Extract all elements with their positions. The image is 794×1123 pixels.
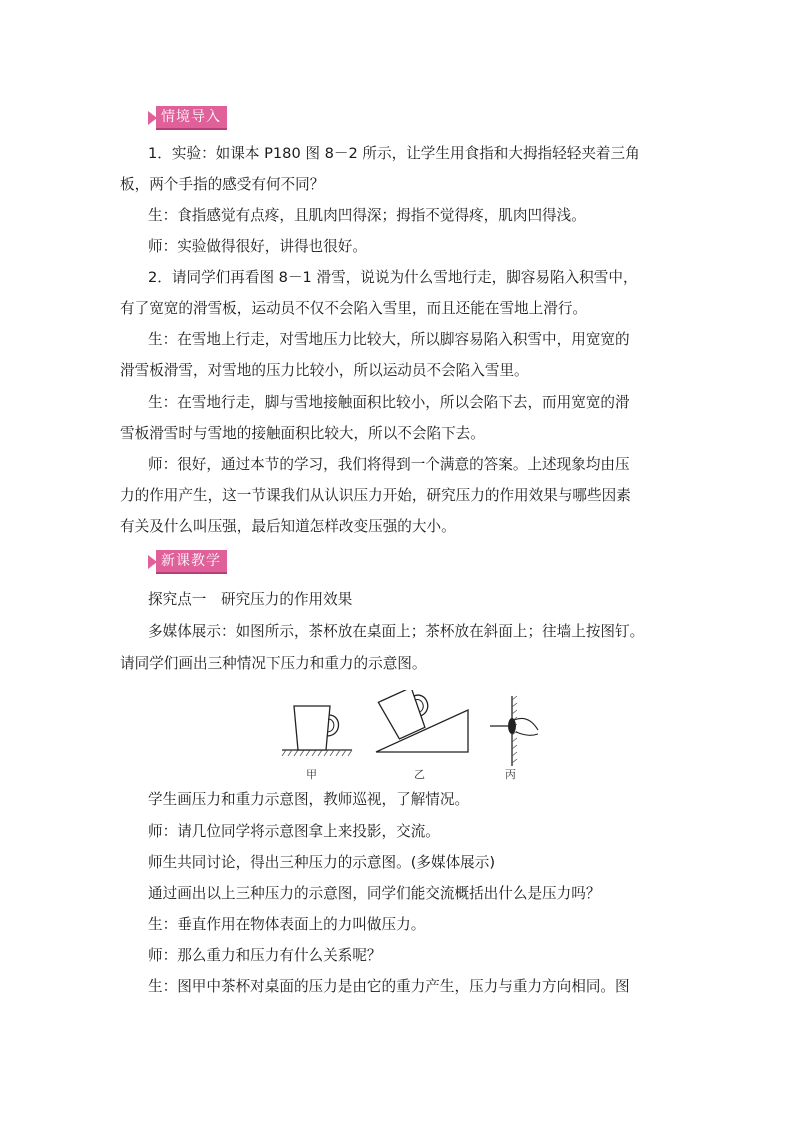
paragraph-line: 1．实验：如课本 P180 图 8－2 所示，让学生用食指和大拇指轻轻夹着三角 — [148, 145, 640, 162]
pressure-figure — [276, 690, 546, 782]
figure-caption-yi: 乙 — [414, 768, 425, 781]
paragraph-line: 雪板滑雪时与雪地的接触面积比较大，所以不会陷下去。 — [120, 425, 485, 442]
paragraph-line: 通过画出以上三种压力的示意图，同学们能交流概括出什么是压力吗？ — [148, 885, 601, 902]
paragraph-line: 多媒体展示：如图所示，茶杯放在桌面上；茶杯放在斜面上；往墙上按图钉。 — [148, 623, 645, 640]
paragraph-line: 请同学们画出三种情况下压力和重力的示意图。 — [120, 655, 427, 672]
cup-on-slope-drawing — [376, 690, 468, 752]
paragraph-line: 生：垂直作用在物体表面上的力叫做压力。 — [148, 916, 426, 933]
paragraph-line: 生：在雪地上行走，对雪地压力比较大，所以脚容易陷入积雪中，用宽宽的 — [148, 331, 630, 348]
pin-on-wall-drawing — [490, 696, 538, 766]
cup-on-table-drawing — [282, 706, 352, 756]
subheading: 探究点一 研究压力的作用效果 — [148, 591, 353, 608]
paragraph-line: 师：请几位同学将示意图拿上来投影，交流。 — [148, 823, 440, 840]
section-tag-label: 新课教学 — [156, 550, 227, 574]
section-tag-intro — [148, 106, 227, 130]
paragraph-line: 板，两个手指的感受有何不同？ — [120, 176, 325, 193]
section-tag-label: 情境导入 — [156, 106, 227, 130]
paragraph-line: 学生画压力和重力示意图，教师巡视，了解情况。 — [148, 791, 470, 808]
figure-caption-jia: 甲 — [306, 768, 317, 781]
paragraph-line: 2．请同学们再看图 8－1 滑雪，说说为什么雪地行走，脚容易陷入积雪中， — [148, 269, 638, 286]
paragraph-line: 生：图甲中茶杯对桌面的压力是由它的重力产生，压力与重力方向相同。图 — [148, 978, 630, 995]
paragraph-line: 滑雪板滑雪，对雪地的压力比较小，所以运动员不会陷入雪里。 — [120, 362, 529, 379]
paragraph-line: 生：食指感觉有点疼，且肌肉凹得深；拇指不觉得疼，肌肉凹得浅。 — [148, 207, 586, 224]
paragraph-line: 生：在雪地行走，脚与雪地接触面积比较小，所以会陷下去，而用宽宽的滑 — [148, 394, 630, 411]
paragraph-line: 有关及什么叫压强，最后知道怎样改变压强的大小。 — [120, 518, 456, 535]
section-tag-new-lesson — [148, 550, 227, 574]
paragraph-line: 师生共同讨论，得出三种压力的示意图。(多媒体展示) — [148, 854, 496, 871]
paragraph-line: 师：很好，通过本节的学习，我们将得到一个满意的答案。上述现象均由压 — [148, 456, 630, 473]
paragraph-line: 师：实验做得很好，讲得也很好。 — [148, 238, 367, 255]
paragraph-line: 有了宽宽的滑雪板，运动员不仅不会陷入雪里，而且还能在雪地上滑行。 — [120, 300, 588, 317]
paragraph-line: 师：那么重力和压力有什么关系呢？ — [148, 947, 382, 964]
paragraph-line: 力的作用产生，这一节课我们从认识压力开始，研究压力的作用效果与哪些因素 — [120, 487, 631, 504]
figure-caption-bing: 丙 — [505, 768, 516, 781]
